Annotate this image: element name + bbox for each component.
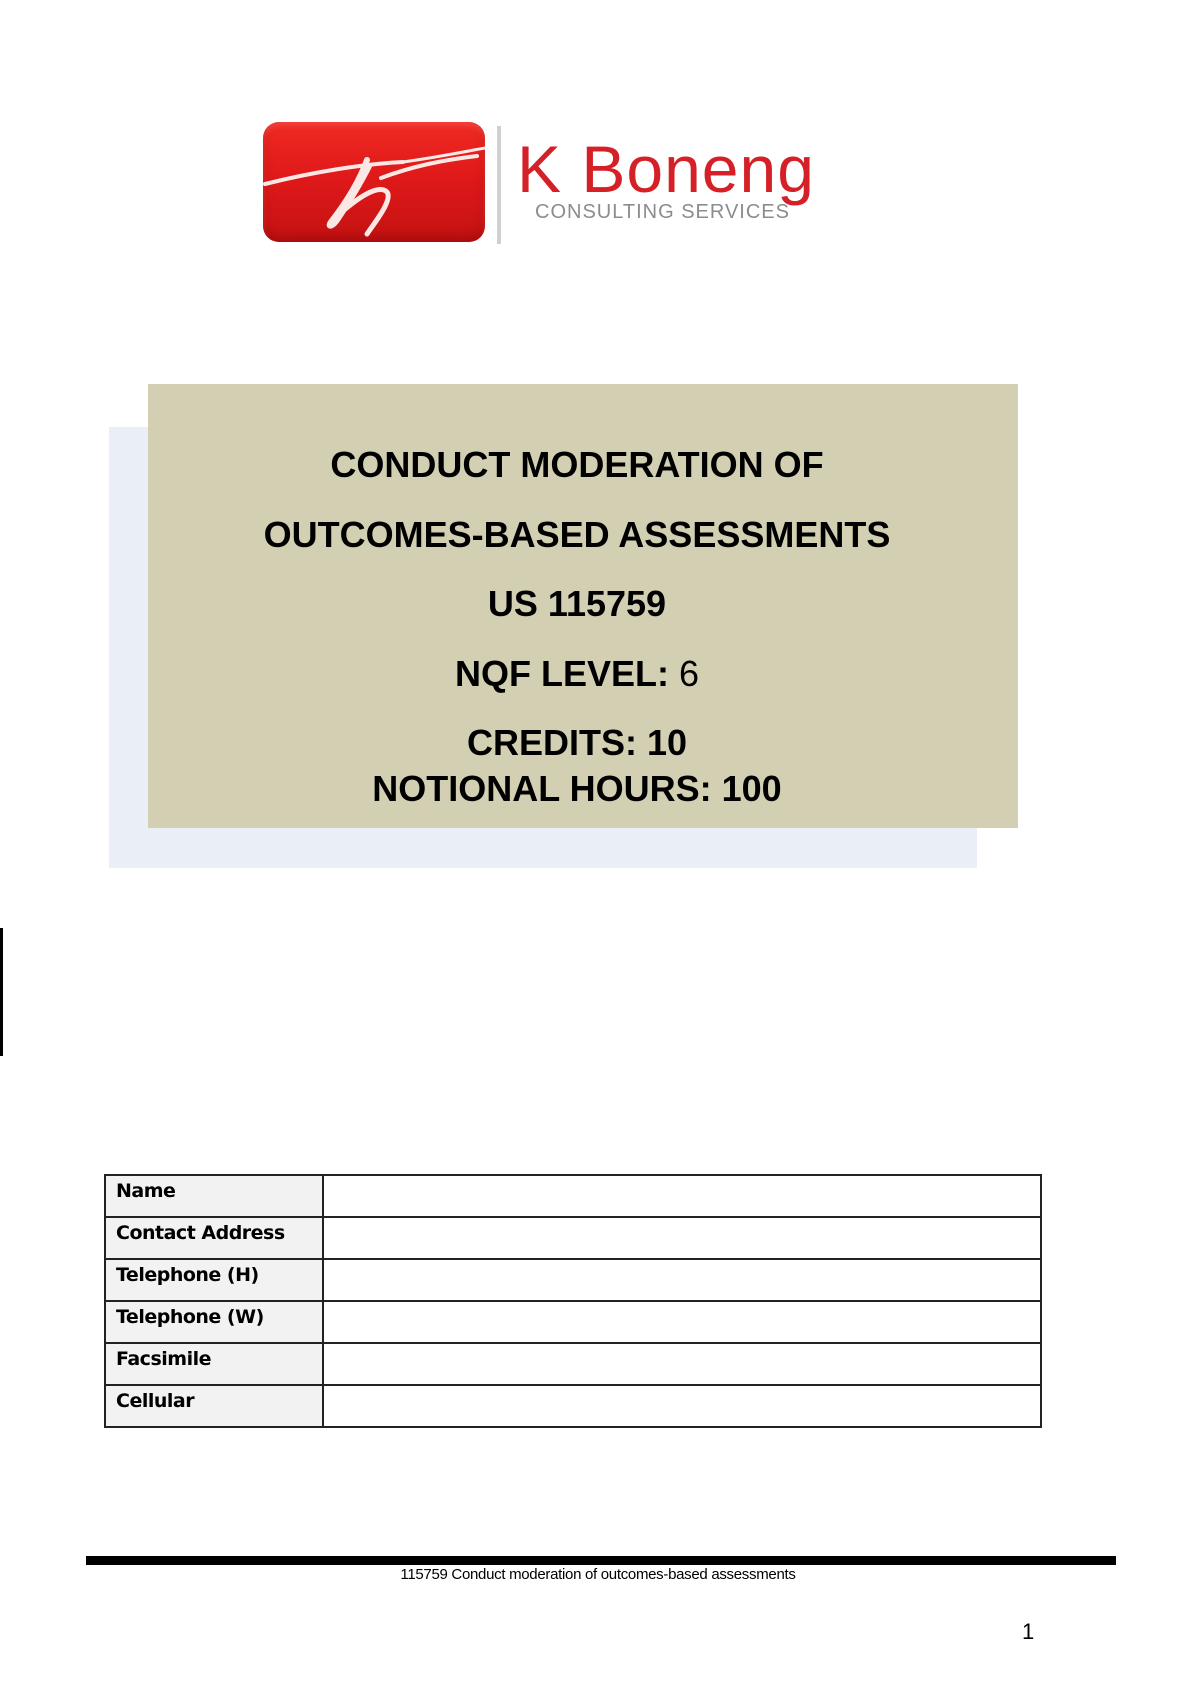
- telephone-work-label: Telephone (W): [105, 1301, 323, 1343]
- stylized-k-icon: [263, 122, 485, 242]
- table-row: [105, 1217, 1041, 1259]
- table-row: [105, 1385, 1041, 1427]
- unit-standard: US 115759: [487, 583, 667, 624]
- logo-tagline: CONSULTING SERVICES: [535, 201, 790, 223]
- table-row: [105, 1259, 1041, 1301]
- contact-details-table: [104, 1174, 1042, 1428]
- name-label: Name: [105, 1175, 323, 1217]
- nqf-level: [142, 654, 1012, 694]
- footer-caption: 115759 Conduct moderation of outcomes-based assessments: [400, 1566, 796, 1583]
- margin-mark: [0, 928, 3, 1056]
- title-line-1: CONDUCT MODERATION OF: [330, 444, 824, 485]
- cellular-field[interactable]: [323, 1385, 1041, 1427]
- facsimile-field[interactable]: [323, 1343, 1041, 1385]
- company-logo: [263, 120, 973, 246]
- cellular-label: Cellular: [105, 1385, 323, 1427]
- nqf-level-label: NQF LEVEL:: [454, 653, 669, 694]
- credits: [142, 723, 1012, 763]
- table-row: [105, 1175, 1041, 1217]
- credits-value: 10: [646, 722, 688, 763]
- title-box: [148, 384, 1018, 828]
- telephone-home-field[interactable]: [323, 1259, 1041, 1301]
- table-row: [105, 1343, 1041, 1385]
- logo-divider: [497, 126, 501, 244]
- telephone-home-label: Telephone (H): [105, 1259, 323, 1301]
- facsimile-label: Facsimile: [105, 1343, 323, 1385]
- contact-address-label: Contact Address: [105, 1217, 323, 1259]
- title-line-2: OUTCOMES-BASED ASSESSMENTS: [263, 514, 891, 555]
- logo-brand-name: K Boneng: [517, 132, 815, 206]
- credits-label: CREDITS:: [466, 722, 637, 763]
- page-number: 1: [1022, 1619, 1035, 1644]
- contact-address-field[interactable]: [323, 1217, 1041, 1259]
- nqf-level-value: 6: [678, 653, 700, 694]
- telephone-work-field[interactable]: [323, 1301, 1041, 1343]
- footer-rule: [86, 1556, 1116, 1565]
- notional-hours-label: NOTIONAL HOURS:: [372, 768, 712, 809]
- notional-hours: [142, 769, 1012, 809]
- footer-text: [0, 1566, 1200, 1584]
- name-field[interactable]: [323, 1175, 1041, 1217]
- notional-hours-value: 100: [721, 768, 782, 809]
- table-row: [105, 1301, 1041, 1343]
